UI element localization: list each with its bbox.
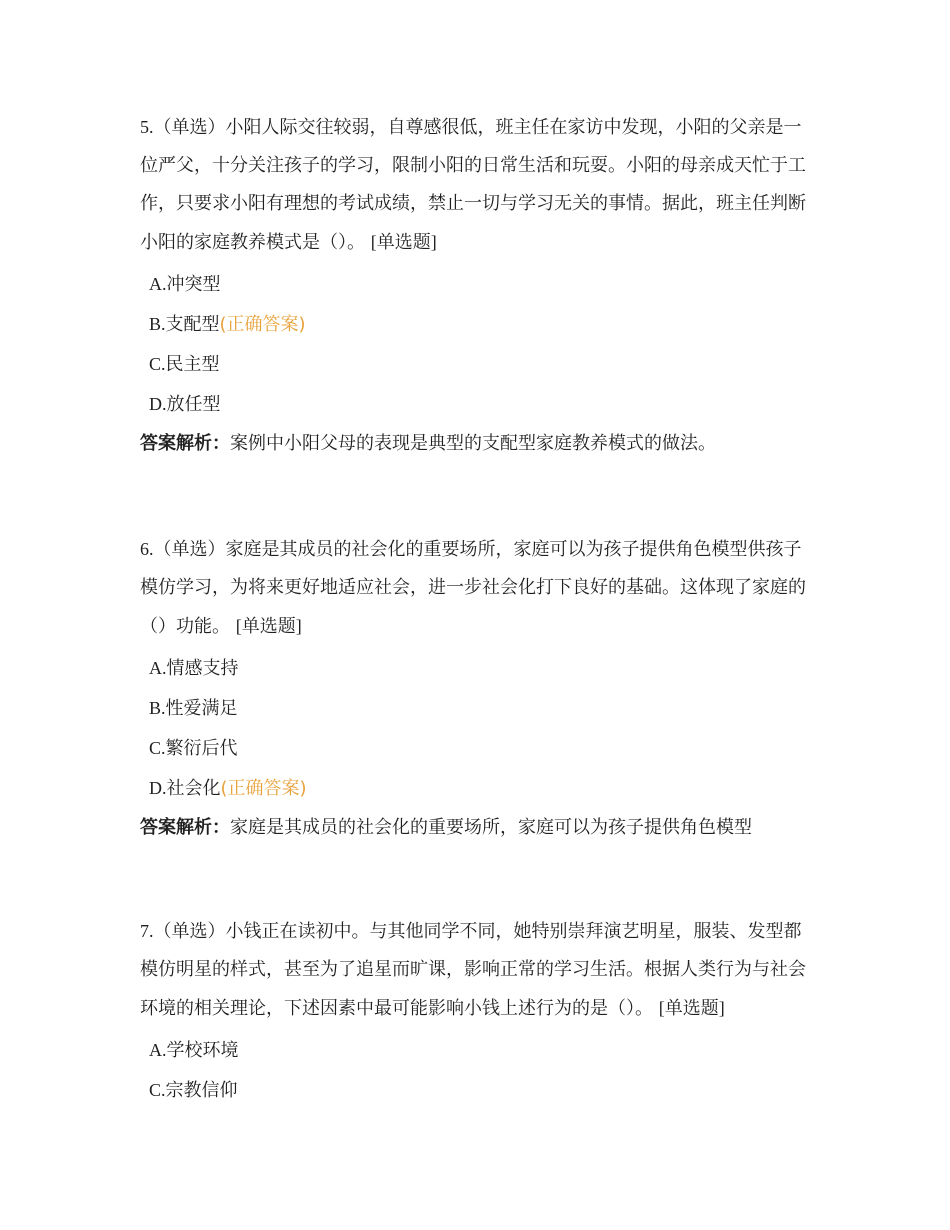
question-5: [140, 108, 815, 464]
question-type: （单选）: [153, 921, 226, 942]
option-letter: A.: [149, 274, 167, 294]
option-text: 支配型: [165, 314, 220, 335]
option-d: [140, 384, 815, 424]
analysis-text: 案例中小阳父母的表现是典型的支配型家庭教养模式的做法。: [230, 433, 716, 454]
document-page: [140, 108, 815, 1110]
option-text: 民主型: [165, 354, 220, 375]
option-text: 放任型: [166, 394, 221, 415]
option-letter: C.: [149, 1080, 166, 1100]
question-text: 家庭是其成员的社会化的重要场所，家庭可以为孩子提供角色模型供孩子模仿学习，为将来更好地适应社会，进一步社会化打下良好的基础。这体现了家庭的（）功能。: [140, 539, 806, 637]
question-tag: [单选题]: [658, 998, 725, 1018]
option-c: [140, 728, 815, 768]
option-text: 繁衍后代: [165, 738, 238, 759]
question-stem: [140, 530, 815, 646]
option-letter: D.: [149, 778, 167, 798]
option-text: 情感支持: [166, 658, 239, 679]
question-type: （单选）: [153, 117, 226, 138]
option-a: [140, 648, 815, 688]
option-letter: B.: [149, 698, 166, 718]
option-text: 冲突型: [166, 274, 221, 295]
option-d: [140, 768, 815, 808]
analysis-text: 家庭是其成员的社会化的重要场所，家庭可以为孩子提供角色模型: [230, 817, 752, 838]
option-b: [140, 688, 815, 728]
question-text: 小钱正在读初中。与其他同学不同，她特别崇拜演艺明星，服装、发型都模仿明星的样式，甚至为了追星而旷课，影响正常的学习生活。根据人类行为与社会环境的相关理论，下述因素中最可能影响小钱上述行为的是（）。: [140, 921, 806, 1019]
answer-analysis: [140, 808, 815, 848]
correct-answer-mark: (正确答案): [220, 778, 307, 799]
analysis-label: 答案解析：: [140, 433, 230, 454]
option-list: [140, 1030, 815, 1110]
question-stem: [140, 912, 815, 1028]
question-text: 小阳人际交往较弱，自尊感很低，班主任在家访中发现，小阳的父亲是一位严父，十分关注孩子的学习，限制小阳的日常生活和玩耍。小阳的母亲成天忙于工作，只要求小阳有理想的考试成绩，禁止一切与学习无关的事情。据此，班主任判断小阳的家庭教养模式是（）。: [140, 117, 806, 253]
question-tag: [单选题]: [235, 616, 302, 636]
question-number: 7.: [140, 921, 154, 941]
option-b: [140, 304, 815, 344]
question-number: 6.: [140, 539, 154, 559]
analysis-label: 答案解析：: [140, 817, 230, 838]
option-c: [140, 344, 815, 384]
option-letter: A.: [149, 658, 167, 678]
option-letter: C.: [149, 738, 166, 758]
option-letter: D.: [149, 394, 167, 414]
question-stem: [140, 108, 815, 262]
question-number: 5.: [140, 117, 154, 137]
option-c: [140, 1070, 815, 1110]
option-letter: B.: [149, 314, 166, 334]
option-letter: A.: [149, 1040, 167, 1060]
option-a: [140, 264, 815, 304]
question-tag: [单选题]: [370, 232, 437, 252]
correct-answer-mark: (正确答案): [219, 314, 306, 335]
answer-analysis: [140, 424, 815, 464]
option-text: 宗教信仰: [165, 1080, 238, 1101]
question-6: [140, 530, 815, 848]
option-list: [140, 264, 815, 424]
option-letter: C.: [149, 354, 166, 374]
option-text: 学校环境: [166, 1040, 239, 1061]
option-text: 性爱满足: [165, 698, 238, 719]
option-a: [140, 1030, 815, 1070]
option-text: 社会化: [166, 778, 221, 799]
question-type: （单选）: [153, 539, 226, 560]
question-7: [140, 912, 815, 1110]
option-list: [140, 648, 815, 808]
